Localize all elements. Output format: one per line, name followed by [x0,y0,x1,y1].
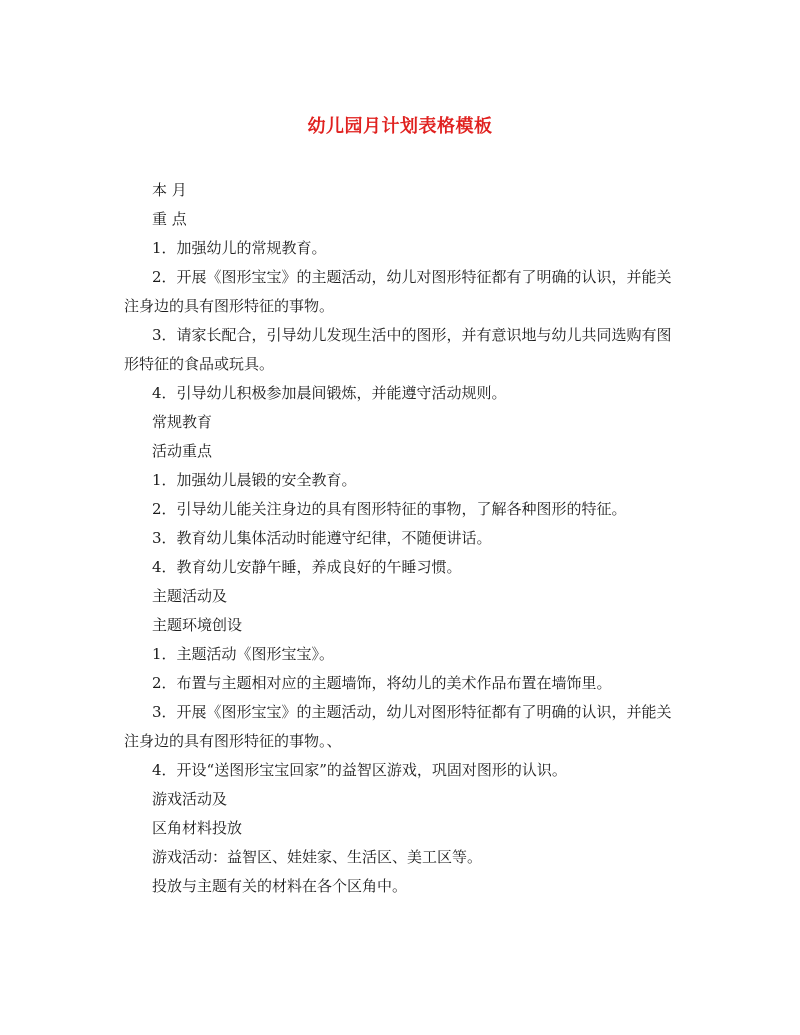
document-title: 幼儿园月计划表格模板 [307,116,493,137]
paragraph-line: 4．引导幼儿积极参加晨间锻炼，并能遵守活动规则。 [152,384,507,402]
paragraph-line: 2．开展《图形宝宝》的主题活动，幼儿对图形特征都有了明确的认识，并能关注身边的具有图形特征的事物。 [124,268,672,315]
section-heading: 主题环境创设 [152,616,243,634]
section-heading: 区角材料投放 [152,819,243,837]
paragraph-line: 4．教育幼儿安静午睡，养成良好的午睡习惯。 [152,558,462,576]
paragraph-line: 2．布置与主题相对应的主题墙饰，将幼儿的美术作品布置在墙饰里。 [152,674,612,692]
document-body [124,176,684,901]
paragraph-line: 投放与主题有关的材料在各个区角中。 [152,877,408,895]
section-heading: 活动重点 [152,442,213,460]
paragraph-line: 重 点 [152,210,187,228]
section-heading: 游戏活动及 [152,790,228,808]
paragraph-line: 3．请家长配合，引导幼儿发现生活中的图形，并有意识地与幼儿共同选购有图形特征的食品或玩具。 [124,326,672,373]
paragraph-line: 1．加强幼儿的常规教育。 [152,239,327,257]
paragraph-line: 1．加强幼儿晨锻的安全教育。 [152,471,357,489]
section-heading: 常规教育 [152,413,213,431]
paragraph-line: 4．开设“送图形宝宝回家”的益智区游戏，巩固对图形的认识。 [152,761,567,779]
section-heading: 主题活动及 [152,587,228,605]
paragraph-line: 游戏活动：益智区、娃娃家、生活区、美工区等。 [152,848,483,866]
paragraph-line: 3．开展《图形宝宝》的主题活动，幼儿对图形特征都有了明确的认识，并能关注身边的具有图形特征的事物。、 [124,703,672,750]
paragraph-line: 2．引导幼儿能关注身边的具有图形特征的事物，了解各种图形的特征。 [152,500,627,518]
paragraph-line: 3．教育幼儿集体活动时能遵守纪律，不随便讲话。 [152,529,492,547]
paragraph-line: 本 月 [152,181,187,199]
paragraph-line: 1．主题活动《图形宝宝》。 [152,645,335,663]
